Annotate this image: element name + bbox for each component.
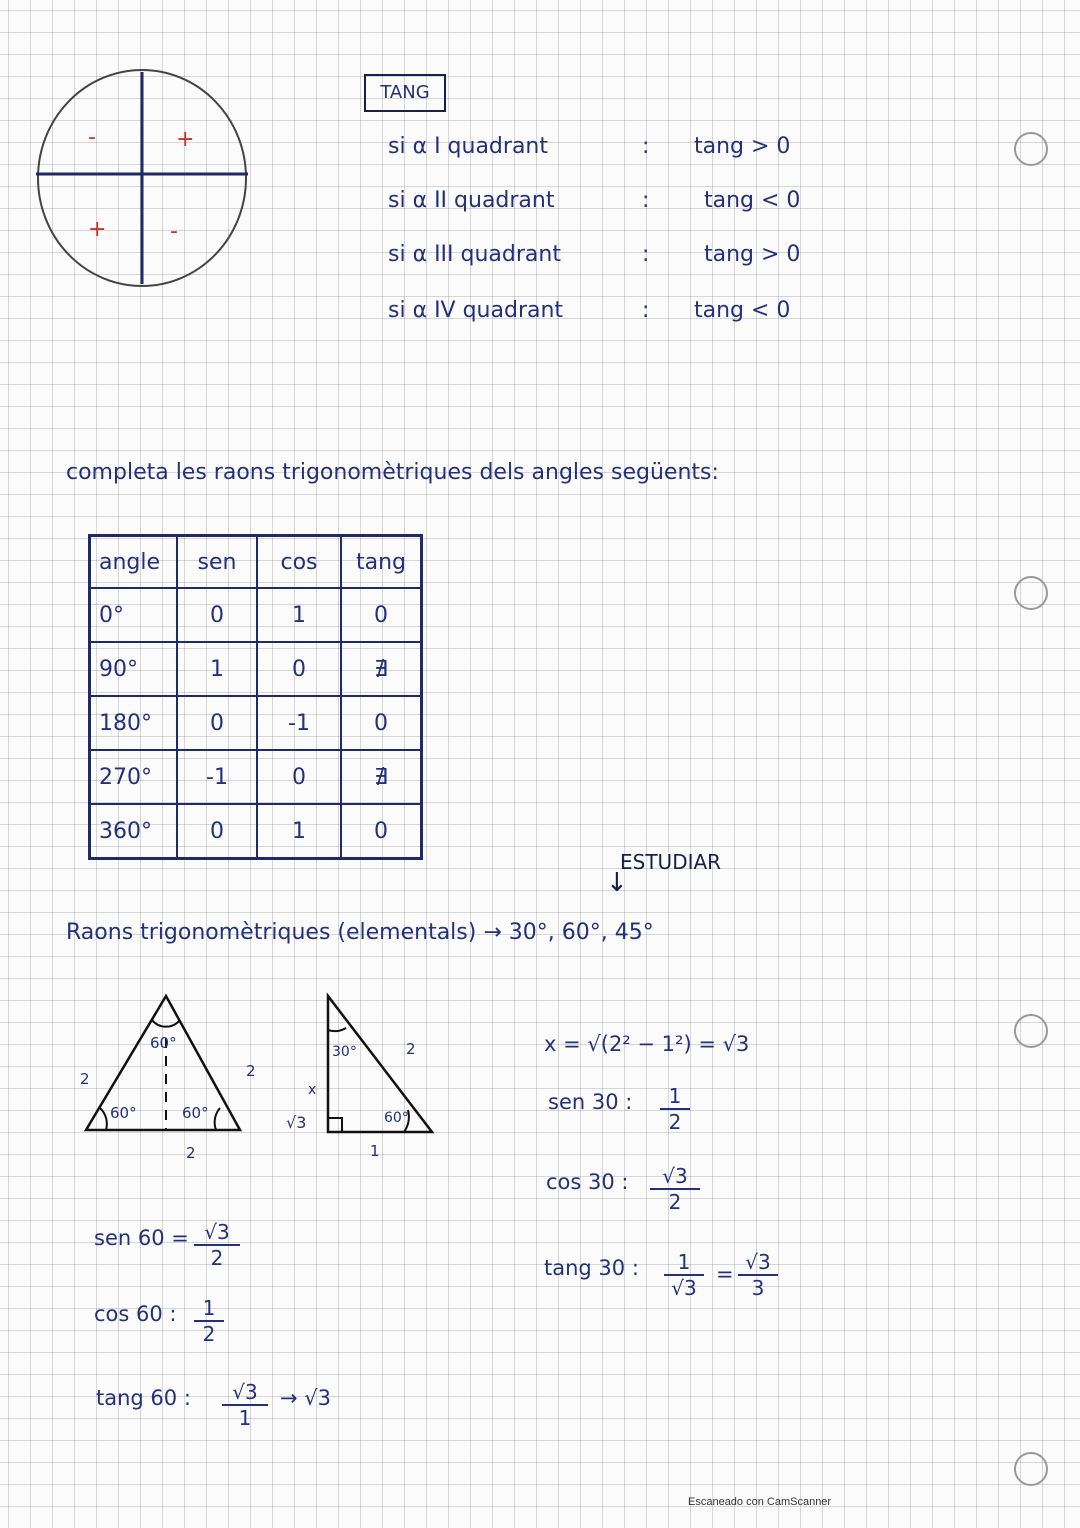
- table-cell: 270°: [90, 750, 178, 804]
- tri1-side-left: 2: [80, 1070, 90, 1088]
- table-row: [90, 588, 422, 642]
- equilateral-triangle-diagram: [70, 990, 260, 1170]
- punch-hole-1: [1014, 132, 1048, 166]
- tri2-hyp: 2: [406, 1040, 416, 1058]
- table-cell: 360°: [90, 804, 178, 859]
- tang30-fraction-2: [738, 1250, 778, 1300]
- table-row: [90, 696, 422, 750]
- tri1-left-angle: 60°: [110, 1104, 137, 1122]
- tang-row-3-cond: si α III quadrant: [388, 242, 561, 267]
- tang60-den: 1: [238, 1406, 252, 1430]
- tang-row-1-sep: :: [642, 134, 650, 159]
- table-cell: 0°: [90, 588, 178, 642]
- table-cell: 1: [257, 588, 341, 642]
- cos30-label: cos 30 :: [546, 1170, 629, 1194]
- tri2-right-angle: 60°: [384, 1110, 409, 1126]
- trig-values-table: [88, 534, 423, 860]
- quadrant-sign-iv: -: [170, 219, 178, 244]
- table-cell: ∄: [341, 642, 422, 696]
- table-cell: 180°: [90, 696, 178, 750]
- cos60-den: 2: [202, 1322, 216, 1346]
- punch-hole-2: [1014, 576, 1048, 610]
- table-row: [90, 642, 422, 696]
- tang30-equals: =: [716, 1262, 734, 1286]
- tri1-base: 2: [186, 1144, 196, 1162]
- cos30-num: √3: [650, 1164, 700, 1190]
- tri1-side-right: 2: [246, 1062, 256, 1080]
- tang60-fraction: [222, 1380, 268, 1430]
- right-triangle-diagram: [280, 990, 450, 1170]
- tang-title: TANG: [380, 82, 430, 103]
- table-cell: ∄: [341, 750, 422, 804]
- tang30-label: tang 30 :: [544, 1256, 639, 1280]
- sen30-label: sen 30 :: [548, 1090, 633, 1114]
- raons-heading: Raons trigonomètriques (elementals) → 30°, 60°, 45°: [66, 920, 654, 945]
- tang-row-3-result: tang > 0: [704, 242, 801, 267]
- punch-hole-4: [1014, 1452, 1048, 1486]
- table-row: [90, 804, 422, 859]
- estudiar-note: ESTUDIAR: [620, 850, 722, 874]
- table-cell: 90°: [90, 642, 178, 696]
- table-cell: 1: [177, 642, 257, 696]
- table-header-cell: cos: [257, 536, 341, 589]
- table-cell: 0: [257, 750, 341, 804]
- cos60-fraction: [194, 1296, 224, 1346]
- tang30-den: √3: [671, 1276, 697, 1300]
- sen60-label: sen 60 =: [94, 1226, 189, 1250]
- table-cell: -1: [177, 750, 257, 804]
- sen30-den: 2: [668, 1110, 682, 1134]
- quadrant-circle-diagram: [30, 60, 260, 300]
- tang60-label: tang 60 :: [96, 1386, 191, 1410]
- tang30-num2: √3: [738, 1250, 778, 1276]
- tri2-side: √3: [286, 1113, 307, 1132]
- cos30-den: 2: [668, 1190, 682, 1214]
- tang-row-4-cond: si α IV quadrant: [388, 298, 564, 323]
- table-cell: 0: [257, 642, 341, 696]
- tang30-fraction: [664, 1250, 704, 1300]
- tri2-base: 1: [370, 1142, 380, 1160]
- quadrant-sign-i: +: [176, 127, 195, 152]
- table-cell: -1: [257, 696, 341, 750]
- table-header-row: [90, 536, 422, 589]
- tang-row-3-sep: :: [642, 242, 650, 267]
- tang30-num: 1: [664, 1250, 704, 1276]
- quadrant-sign-ii: -: [88, 125, 96, 150]
- sen60-num: √3: [194, 1220, 240, 1246]
- tang-row-1-cond: si α I quadrant: [388, 134, 548, 159]
- table-cell: 1: [257, 804, 341, 859]
- table-header-cell: angle: [90, 536, 178, 589]
- cos60-label: cos 60 :: [94, 1302, 177, 1326]
- table-cell: 0: [341, 804, 422, 859]
- table-header-cell: tang: [341, 536, 422, 589]
- table-cell: 0: [177, 588, 257, 642]
- sen30-fraction: [660, 1084, 690, 1134]
- tri2-top-angle: 30°: [332, 1044, 357, 1060]
- instruction-text: completa les raons trigonomètriques dels angles següents:: [66, 460, 719, 485]
- scanner-footer: Escaneado con CamScanner: [688, 1496, 832, 1508]
- sen60-den: 2: [210, 1246, 224, 1270]
- x-calculation: x = √(2² − 1²) = √3: [544, 1032, 750, 1056]
- tang-row-2-cond: si α II quadrant: [388, 188, 555, 213]
- tang-row-2-result: tang < 0: [704, 188, 801, 213]
- tang-row-2-sep: :: [642, 188, 650, 213]
- table-cell: 0: [341, 588, 422, 642]
- table-cell: 0: [177, 696, 257, 750]
- quadrant-sign-iii: +: [88, 217, 107, 242]
- tri1-right-angle: 60°: [182, 1104, 209, 1122]
- cos60-num: 1: [194, 1296, 224, 1322]
- tang-row-4-result: tang < 0: [694, 298, 791, 323]
- tang-row-1-result: tang > 0: [694, 134, 791, 159]
- tri1-top-angle: 60°: [150, 1034, 177, 1052]
- tri2-x-label: x: [308, 1082, 317, 1098]
- table-row: [90, 750, 422, 804]
- sen30-num: 1: [660, 1084, 690, 1110]
- tang30-den2: 3: [751, 1276, 765, 1300]
- table-cell: 0: [341, 696, 422, 750]
- arrow-down-icon: ↓: [606, 868, 628, 898]
- table-header-cell: sen: [177, 536, 257, 589]
- tang60-result: → √3: [280, 1386, 332, 1410]
- punch-hole-3: [1014, 1014, 1048, 1048]
- cos30-fraction: [650, 1164, 700, 1214]
- tang-title-box: [364, 74, 446, 112]
- tang60-num: √3: [222, 1380, 268, 1406]
- table-cell: 0: [177, 804, 257, 859]
- sen60-fraction: [194, 1220, 240, 1270]
- tang-row-4-sep: :: [642, 298, 650, 323]
